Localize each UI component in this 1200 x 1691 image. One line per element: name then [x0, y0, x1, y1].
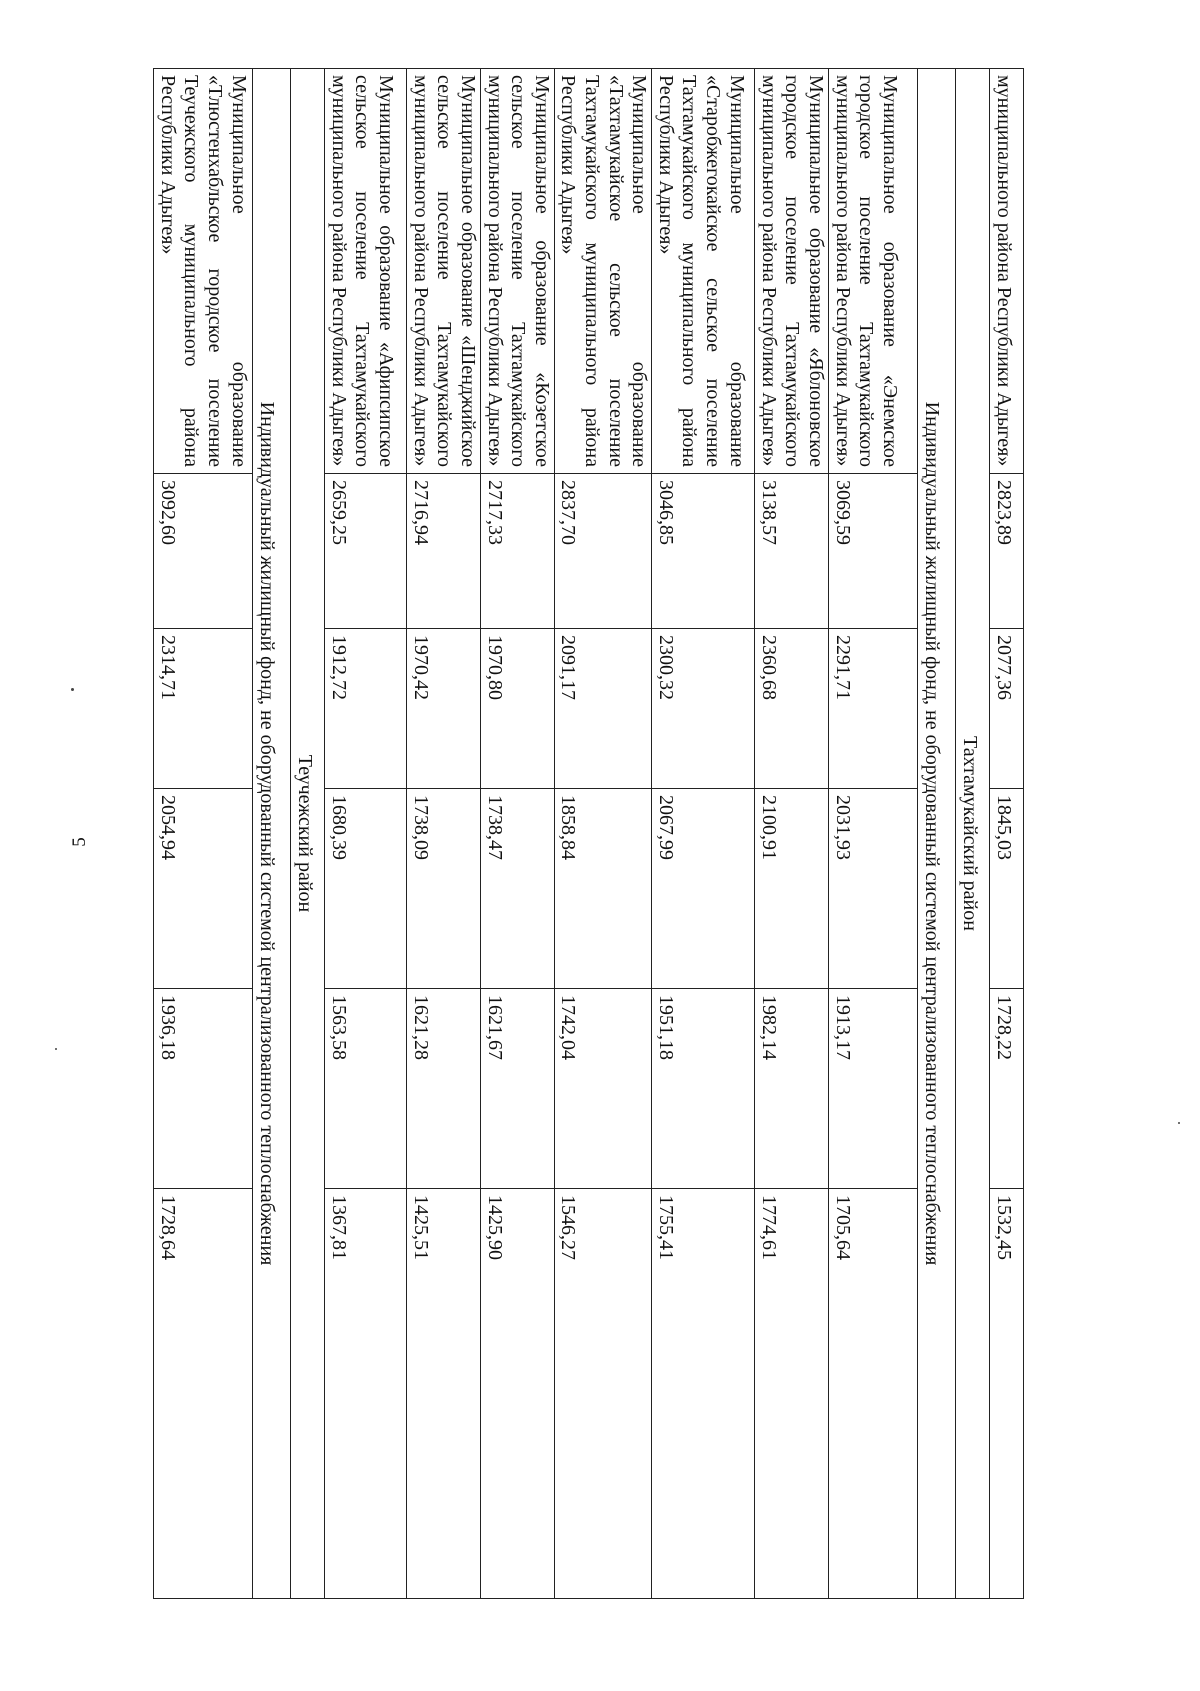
tariff-value-cell: 1982,14 — [755, 989, 829, 1189]
tariff-value-cell: 2823,89 — [990, 474, 1024, 629]
tariff-value-cell: 2067,99 — [652, 789, 755, 989]
tariff-value-cell: 1970,42 — [407, 629, 481, 789]
scan-speck — [1178, 1122, 1180, 1124]
municipality-name-cell: Муниципальное образование «Старобжегокайское сельское поселение Тахтамукайского муниципального района Республики Адыгея» — [652, 69, 755, 474]
municipality-name-cell: муниципального района Республики Адыгея» — [990, 69, 1024, 474]
tariff-value-cell: 1912,72 — [325, 629, 407, 789]
tariff-value-cell: 1728,22 — [990, 989, 1024, 1189]
tariff-value-cell: 1728,64 — [154, 1189, 253, 1599]
tariff-value-cell: 2100,91 — [755, 789, 829, 989]
tariff-value-cell: 3092,60 — [154, 474, 253, 629]
tariff-value-cell: 2054,94 — [154, 789, 253, 989]
tariff-value-cell: 1621,67 — [481, 989, 555, 1189]
tariff-value-cell: 2314,71 — [154, 629, 253, 789]
tariff-value-cell: 3046,85 — [652, 474, 755, 629]
tariff-value-cell: 1845,03 — [990, 789, 1024, 989]
tariff-value-cell: 2360,68 — [755, 629, 829, 789]
tariff-value-cell: 2659,25 — [325, 474, 407, 629]
tariff-value-cell: 2031,93 — [829, 789, 918, 989]
tariff-value-cell: 1425,51 — [407, 1189, 481, 1599]
tariff-value-cell: 2716,94 — [407, 474, 481, 629]
municipality-name-cell: Муниципальное образование «Яблоновское городское поселение Тахтамукайского муниципального района Республики Адыгея» — [755, 69, 829, 474]
category-header-row — [918, 69, 956, 1599]
tariff-value-cell: 2837,70 — [554, 474, 651, 629]
scan-speck — [71, 688, 74, 691]
tariff-value-cell: 1425,90 — [481, 1189, 555, 1599]
table-row — [554, 69, 651, 1599]
tariff-value-cell: 2300,32 — [652, 629, 755, 789]
tariff-value-cell: 3069,59 — [829, 474, 918, 629]
district-header-cell: Теучежский район — [291, 69, 325, 1599]
table-row — [154, 69, 253, 1599]
tariff-value-cell: 1680,39 — [325, 789, 407, 989]
municipality-name-cell: Муниципальное образование «Козетское сельское поселение Тахтамукайского муниципального района Республики Адыгея» — [481, 69, 555, 474]
tariff-value-cell: 1367,81 — [325, 1189, 407, 1599]
table-body — [154, 69, 1024, 1599]
tariff-value-cell: 1970,80 — [481, 629, 555, 789]
tariff-value-cell: 1705,64 — [829, 1189, 918, 1599]
rotated-table-container — [156, 68, 1024, 1598]
tariff-value-cell: 2091,17 — [554, 629, 651, 789]
scan-speck — [55, 1048, 57, 1050]
tariff-value-cell: 1774,61 — [755, 1189, 829, 1599]
table-row — [990, 69, 1024, 1599]
tariff-value-cell: 1858,84 — [554, 789, 651, 989]
municipality-name-cell: Муниципальное образование «Тлюстенхабльское городское поселение Теучежского муниципального района Республики Адыгея» — [154, 69, 253, 474]
table-row — [829, 69, 918, 1599]
tariff-value-cell: 1546,27 — [554, 1189, 651, 1599]
tariff-value-cell: 3138,57 — [755, 474, 829, 629]
tariff-value-cell: 1738,47 — [481, 789, 555, 989]
tariff-value-cell: 1936,18 — [154, 989, 253, 1189]
tariff-value-cell: 1621,28 — [407, 989, 481, 1189]
tariff-value-cell: 1532,45 — [990, 1189, 1024, 1599]
municipality-name-cell: Муниципальное образование «Афипсипское сельское поселение Тахтамукайского муниципального района Республики Адыгея» — [325, 69, 407, 474]
municipality-name-cell: Муниципальное образование «Тахтамукайское сельское поселение Тахтамукайского муниципального района Республики Адыгея» — [554, 69, 651, 474]
tariff-value-cell: 2291,71 — [829, 629, 918, 789]
table-row — [407, 69, 481, 1599]
tariff-value-cell: 1951,18 — [652, 989, 755, 1189]
table-row — [481, 69, 555, 1599]
municipality-name-cell: Муниципальное образование «Энемское городское поселение Тахтамукайского муниципального района Республики Адыгея» — [829, 69, 918, 474]
tariff-value-cell: 1742,04 — [554, 989, 651, 1189]
tariff-value-cell: 2077,36 — [990, 629, 1024, 789]
district-header-row — [956, 69, 990, 1599]
table-row — [755, 69, 829, 1599]
tariff-value-cell: 1913,17 — [829, 989, 918, 1189]
municipality-name-cell: Муниципальное образование «Шенджийское сельское поселение Тахтамукайского муниципального района Республики Адыгея» — [407, 69, 481, 474]
tariff-value-cell: 1563,58 — [325, 989, 407, 1189]
tariff-value-cell: 1755,41 — [652, 1189, 755, 1599]
category-header-row — [253, 69, 291, 1599]
table-row — [652, 69, 755, 1599]
page-number: 5 — [69, 837, 90, 847]
tariff-value-cell: 2717,33 — [481, 474, 555, 629]
district-header-row — [291, 69, 325, 1599]
district-header-cell: Тахтамукайский район — [956, 69, 990, 1599]
category-header-cell: Индивидуальный жилищный фонд, не оборудованный системой централизованного теплоснабжения — [918, 69, 956, 1599]
table-row — [325, 69, 407, 1599]
tariff-table — [153, 68, 1024, 1599]
category-header-cell: Индивидуальный жилищный фонд, не оборудованный системой централизованного теплоснабжения — [253, 69, 291, 1599]
tariff-value-cell: 1738,09 — [407, 789, 481, 989]
